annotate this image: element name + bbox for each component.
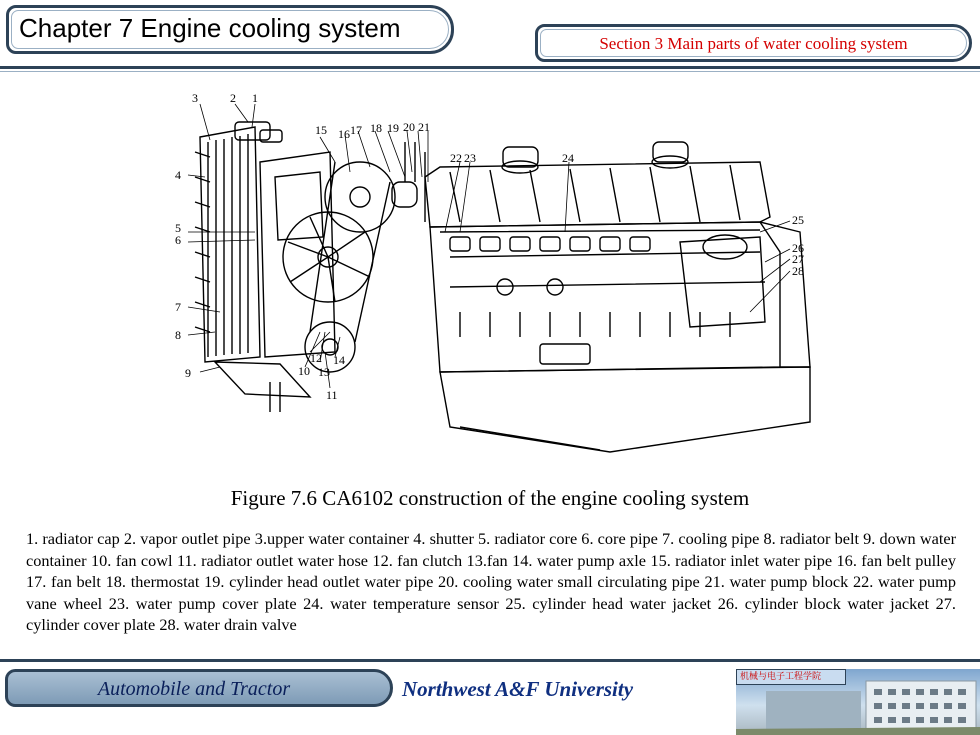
- callout-27: 27: [792, 252, 804, 266]
- parts-legend: 1. radiator cap 2. vapor outlet pipe 3.upper water container 4. shutter 5. radiator core 6. core pipe 7. cooling pipe 8. radiator belt 9. down water container 10. fan cowl 11. radiator outlet water hose 12. fan clutch 13.fan 14. water pump axle 15. radiator inlet water pipe 16. fan belt pulley 17. fan belt 18. thermostat 19. cylinder head outlet water pipe 20. cooling water small circulating pipe 21. water pump block 22. water pump vane wheel 23. water pump cover plate 24. water temperature sensor 25. cylinder head water jacket 26. cylinder block water jacket 27. cylinder cover plate 28. water drain valve: [26, 529, 956, 634]
- header-divider: [0, 66, 980, 69]
- callout-13: 13: [318, 365, 330, 379]
- callout-19: 19: [387, 121, 399, 135]
- footer-course-label: Automobile and Tractor: [97, 678, 291, 700]
- callout-1: 1: [252, 91, 258, 105]
- callout-21: 21: [418, 120, 430, 134]
- callout-9: 9: [185, 366, 191, 380]
- section-title: Section 3 Main parts of water cooling system: [599, 34, 908, 53]
- chapter-tab: [6, 5, 454, 54]
- callout-2: 2: [230, 91, 236, 105]
- figure-caption: Figure 7.6 CA6102 construction of the engine cooling system: [230, 486, 750, 510]
- footer-tab: [5, 669, 393, 707]
- footer-university: Northwest A&F University: [402, 677, 634, 701]
- building-image: [736, 669, 980, 735]
- callout-8: 8: [175, 328, 181, 342]
- campus-photo: [736, 669, 980, 735]
- engine-drawing: [195, 122, 810, 452]
- callout-17: 17: [350, 123, 362, 137]
- leader-lines: [188, 104, 790, 388]
- section-tab: [535, 24, 972, 62]
- callout-26: 26: [792, 241, 804, 255]
- callout-22: 22: [450, 151, 462, 165]
- callout-23: 23: [464, 151, 476, 165]
- callout-4: 4: [175, 168, 181, 182]
- chapter-title: Chapter 7 Engine cooling system: [19, 13, 401, 43]
- callout-24: 24: [562, 151, 574, 165]
- callout-5: 5: [175, 221, 181, 235]
- callout-25: 25: [792, 213, 804, 227]
- footer-divider: [0, 659, 980, 662]
- engine-cooling-diagram: [160, 82, 970, 477]
- callout-7: 7: [175, 300, 181, 314]
- callout-16: 16: [338, 127, 350, 141]
- callout-28: 28: [792, 264, 804, 278]
- callout-18: 18: [370, 121, 382, 135]
- header-divider-thin: [0, 71, 980, 72]
- college-banner: 机械与电子工程学院: [736, 669, 846, 685]
- callout-6: 6: [175, 233, 181, 247]
- callout-20: 20: [403, 120, 415, 134]
- callout-15: 15: [315, 123, 327, 137]
- callout-3: 3: [192, 91, 198, 105]
- callout-14: 14: [333, 353, 345, 367]
- callout-11: 11: [326, 388, 338, 402]
- callout-10: 10: [298, 364, 310, 378]
- callout-12: 12: [310, 351, 322, 365]
